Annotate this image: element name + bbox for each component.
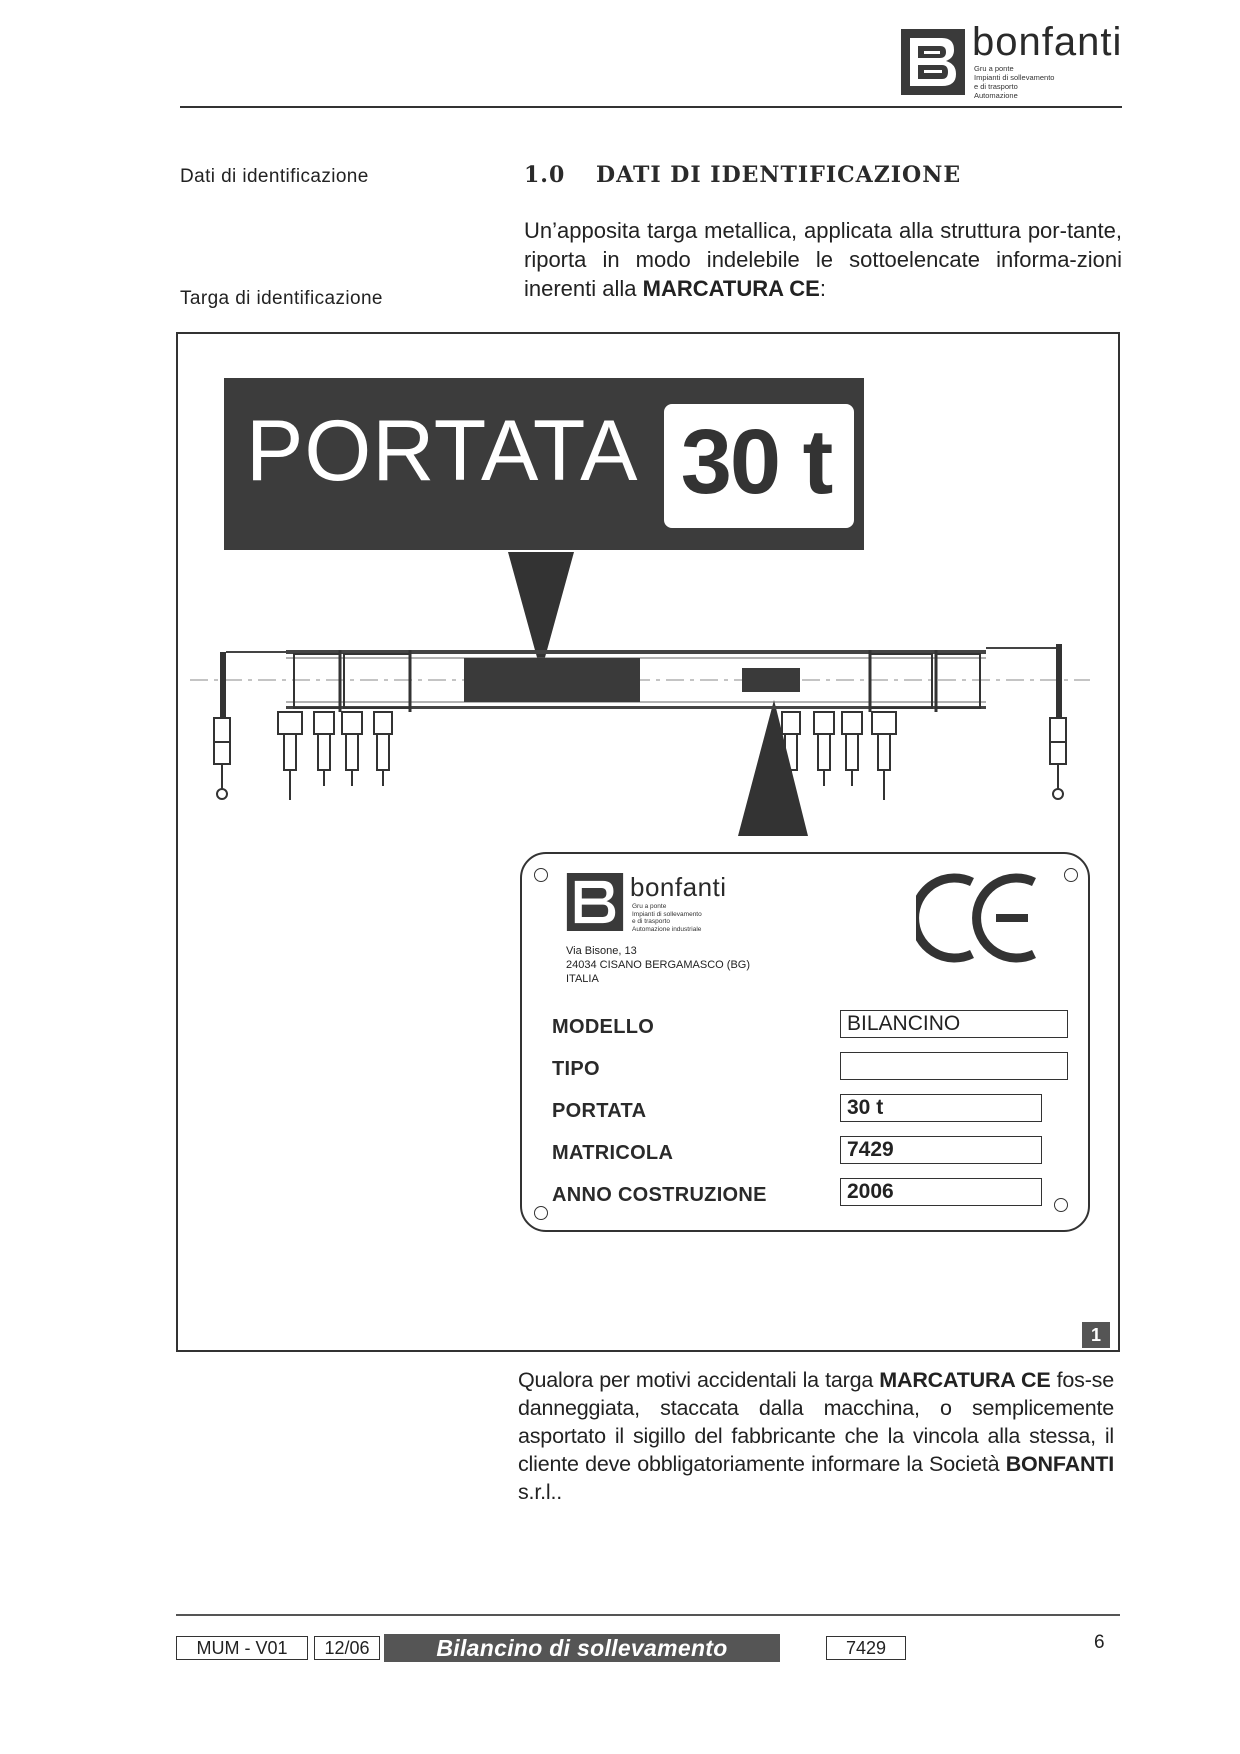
plate-label-matricola: MATRICOLA: [552, 1142, 674, 1164]
plate-value-portata: 30 t: [840, 1094, 1042, 1122]
footer-serial: 7429: [826, 1636, 906, 1660]
plate-brand-tagline: Gru a ponte Impianti di sollevamento e di trasporto Automazione industriale: [632, 903, 702, 933]
footer-date: 12/06: [314, 1636, 380, 1660]
plate-value-tipo: [840, 1052, 1068, 1080]
closing-paragraph: Qualora per motivi accidentali la targa MARCATURA CE fos-se danneggiata, staccata dalla macchina, o semplicemente asportato il sigillo del fabbricante che la vincola alla stessa, il cliente deve obbligatoriamente informare la Società BONFANTI s.r.l..: [518, 1368, 1114, 1504]
intro-ce-marking: MARCATURA CE: [642, 276, 820, 301]
side-label-identification-data: Dati di identificazione: [180, 166, 369, 187]
screw-hole-icon: [534, 868, 548, 882]
figure-number: 1: [1082, 1322, 1110, 1348]
footer-doc-code: MUM - V01: [176, 1636, 308, 1660]
plate-value-matricola: 7429: [840, 1136, 1042, 1164]
screw-hole-icon: [1054, 1198, 1068, 1212]
side-label-identification-plate: Targa di identificazione: [180, 288, 383, 309]
capacity-banner-value: 30 t: [680, 411, 832, 513]
plate-value-anno-costruzione: 2006: [840, 1178, 1042, 1206]
screw-hole-icon: [1064, 868, 1078, 882]
plate-label-modello: MODELLO: [552, 1016, 655, 1038]
brand-name: bonfanti: [972, 20, 1123, 64]
bonfanti-logo-icon: [900, 28, 966, 96]
plate-label-tipo: TIPO: [552, 1058, 600, 1080]
plate-bonfanti-logo-icon: [566, 872, 624, 932]
intro-paragraph: Un’apposita targa metallica, applicata alla struttura por-tante, riporta in modo indelebile le sottoelencate informa-zioni inerenti alla MARCATURA CE:: [524, 218, 1122, 301]
plate-label-anno-costruzione: ANNO COSTRUZIONE: [552, 1184, 767, 1206]
section-heading: [524, 162, 961, 188]
header-rule: [180, 106, 1122, 108]
footer-rule: [176, 1614, 1120, 1616]
ce-mark-icon: [916, 872, 1046, 964]
page-number: 6: [1094, 1632, 1105, 1653]
brand-tagline: Gru a ponte Impianti di sollevamento e di trasporto Automazione: [974, 64, 1055, 100]
section-title: DATI DI IDENTIFICAZIONE: [596, 162, 962, 188]
plate-address: Via Bisone, 13 24034 CISANO BERGAMASCO (BG) ITALIA: [566, 945, 750, 985]
footer-title: Bilancino di sollevamento: [436, 1635, 728, 1661]
plate-brand-name: bonfanti: [630, 872, 727, 902]
plate-value-modello: BILANCINO: [840, 1010, 1068, 1038]
lifting-beam-drawing: [190, 540, 1090, 840]
capacity-banner-label: PORTATA: [246, 403, 639, 499]
screw-hole-icon: [534, 1206, 548, 1220]
section-number: 1.0: [524, 162, 566, 188]
plate-label-portata: PORTATA: [552, 1100, 647, 1122]
